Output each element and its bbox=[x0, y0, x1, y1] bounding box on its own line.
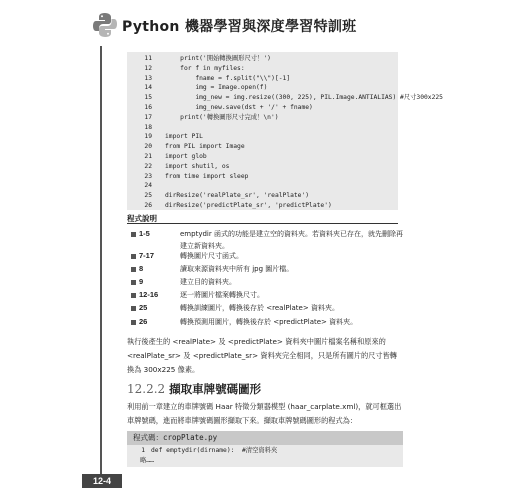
result-paragraph: 執行後產生的 <realPlate> 及 <predictPlate> 資料夾中圖片檔案名稱和原來的 <realPlate_sr> 及 <predictPlate_sr> 資料夾完全相同，只是所有圖片的尺寸皆轉換為 300x225 像素。 bbox=[127, 337, 397, 374]
bullet-square-icon bbox=[131, 293, 136, 298]
code-text: img_new = img.resize((300, 225), PIL.Image.ANTIALIAS) #尺寸300x225 bbox=[165, 94, 443, 102]
line-number: 26 bbox=[144, 202, 152, 209]
explanation-text: emptydir 函式的功能是建立空的資料夾。若資料夾已存在，就先刪除再建立新資料夾。 bbox=[180, 230, 403, 250]
line-number: 16 bbox=[144, 104, 152, 111]
python-logo-icon bbox=[92, 12, 118, 38]
explanation-item bbox=[127, 250, 407, 262]
line-range: 1-5 bbox=[139, 229, 150, 238]
line-number: 14 bbox=[144, 84, 152, 92]
code-text: import PIL bbox=[165, 133, 203, 141]
line-number: 23 bbox=[144, 172, 152, 180]
line-number: 24 bbox=[144, 182, 152, 190]
line-number: 1 bbox=[141, 447, 145, 454]
code-line bbox=[127, 132, 398, 142]
code-line bbox=[127, 113, 398, 123]
explanation-item bbox=[127, 316, 407, 328]
code-line bbox=[127, 54, 398, 64]
section-number: 12.2.2 bbox=[127, 382, 166, 396]
section-heading bbox=[127, 378, 261, 397]
explanation-text: 逐一將圖片檔案轉換尺寸。 bbox=[180, 291, 264, 299]
program-label: 程式碼：cropPlate.py bbox=[133, 433, 218, 442]
bullet-square-icon bbox=[131, 280, 136, 285]
book-title: Python 機器學習與深度學習特訓班 bbox=[122, 19, 357, 35]
code-line bbox=[127, 83, 398, 93]
code-line bbox=[127, 123, 398, 133]
line-number: 25 bbox=[144, 192, 152, 200]
code-text: dirResize('realPlate_sr', 'realPlate') bbox=[165, 192, 310, 200]
section-title: 擷取車牌號碼圖形 bbox=[169, 382, 262, 396]
explanation-item bbox=[127, 228, 407, 252]
explanation-text: 建立目的資料夾。 bbox=[180, 278, 236, 286]
explanation-text: 讀取來源資料夾中所有 jpg 圖片檔。 bbox=[180, 265, 294, 273]
code-text: 略…… bbox=[140, 457, 154, 464]
explanation-heading: 程式說明 bbox=[127, 214, 157, 223]
code-line bbox=[127, 201, 398, 211]
line-range: 26 bbox=[139, 317, 148, 326]
program-code bbox=[127, 445, 403, 467]
code-line bbox=[127, 172, 398, 182]
margin-rule bbox=[100, 46, 102, 474]
line-number: 12 bbox=[144, 64, 152, 72]
code-line bbox=[127, 162, 398, 172]
bullet-square-icon bbox=[131, 254, 136, 259]
code-line bbox=[127, 191, 398, 201]
code-line bbox=[127, 152, 398, 162]
code-line bbox=[127, 93, 443, 103]
code-text: import glob bbox=[165, 153, 207, 160]
line-number: 22 bbox=[144, 162, 152, 170]
explanation-text: 轉換圖片尺寸函式。 bbox=[180, 252, 243, 260]
line-number: 21 bbox=[144, 153, 152, 160]
explanation-item bbox=[127, 302, 407, 314]
code-text: from time import sleep bbox=[165, 172, 249, 180]
explanation-item bbox=[127, 276, 407, 288]
explanation-text: 轉換預測用圖片，轉換後存於 <predictPlate> 資料夾。 bbox=[180, 318, 358, 326]
explanation-item bbox=[127, 289, 407, 301]
line-range: 12-16 bbox=[139, 290, 159, 299]
code-line bbox=[127, 181, 398, 191]
code-line bbox=[127, 142, 398, 152]
explanation-divider bbox=[127, 223, 398, 224]
code-listing bbox=[127, 52, 443, 210]
explanation-text: 轉換訓練圖片，轉換後存於 <realPlate> 資料夾。 bbox=[180, 304, 339, 312]
code-line bbox=[127, 103, 398, 113]
line-number: 13 bbox=[144, 74, 152, 82]
intro-paragraph: 利用前一章建立的車牌號碼 Haar 特徵分類器模型 (haar_carplate.xml)，就可框選出車牌號碼，進而將車牌號碼圖形擷取下來。擷取車牌號碼圖形的程式為： bbox=[127, 402, 402, 425]
line-number: 15 bbox=[144, 94, 152, 102]
code-text: dirResize('predictPlate_sr', 'predictPlate') bbox=[165, 202, 332, 209]
code-line bbox=[127, 74, 398, 84]
code-line bbox=[127, 64, 398, 74]
code-text: for f in myfiles: bbox=[165, 64, 245, 72]
line-number: 18 bbox=[144, 123, 152, 131]
line-number: 19 bbox=[144, 133, 152, 141]
code-text: def emptydir(dirname): #清空資料夾 bbox=[151, 447, 278, 454]
code-text: print('開始轉換圖形尺寸！') bbox=[165, 55, 271, 62]
line-number: 17 bbox=[144, 113, 152, 121]
line-range: 25 bbox=[139, 303, 148, 312]
code-text: print('轉換圖形尺寸完成！\n') bbox=[165, 113, 279, 121]
code-text: fname = f.split("\\")[-1] bbox=[165, 74, 291, 82]
bullet-square-icon bbox=[131, 306, 136, 311]
code-text: from PIL import Image bbox=[165, 143, 245, 151]
bullet-square-icon bbox=[131, 320, 136, 325]
code-text: img_new.save(dst + '/' + fname) bbox=[165, 104, 313, 111]
code-text: img = Image.open(f) bbox=[165, 84, 268, 92]
line-range: 8 bbox=[139, 264, 144, 273]
bullet-square-icon bbox=[131, 232, 136, 237]
line-range: 7-17 bbox=[139, 251, 155, 260]
code-text: import shutil, os bbox=[165, 162, 230, 170]
page-header bbox=[0, 0, 520, 48]
program-label-bar bbox=[127, 431, 403, 445]
page-number: 12-4 bbox=[82, 474, 122, 488]
bullet-square-icon bbox=[131, 267, 136, 272]
line-number: 11 bbox=[144, 55, 152, 62]
explanation-item bbox=[127, 263, 407, 275]
line-range: 9 bbox=[139, 277, 144, 286]
line-number: 20 bbox=[144, 143, 152, 151]
